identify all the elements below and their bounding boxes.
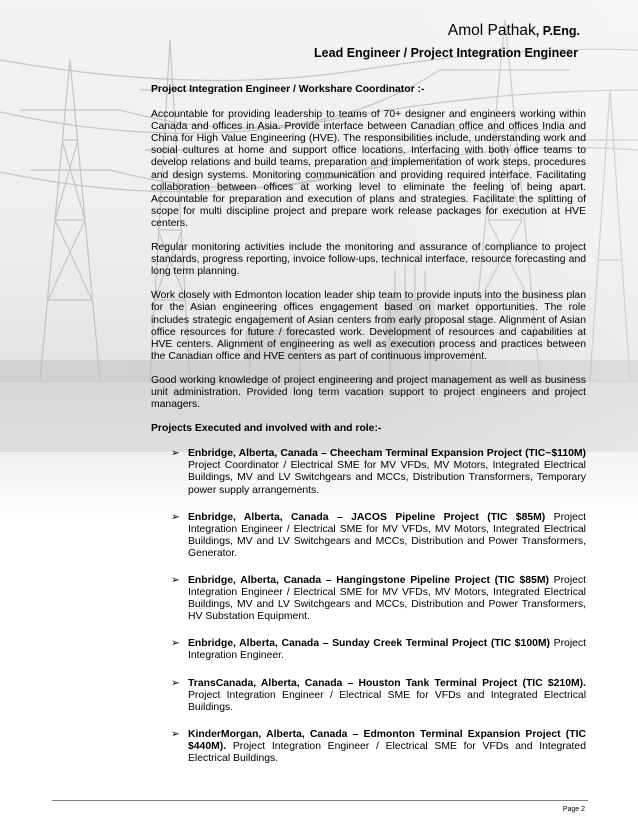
footer-divider	[52, 800, 588, 801]
list-item	[151, 638, 586, 662]
project-description: Project Integration Engineer.	[188, 638, 586, 662]
author-name	[448, 22, 580, 40]
author-role: Lead Engineer / Project Integration Engineer	[314, 46, 578, 60]
arrow-bullet-icon: ➢	[171, 637, 180, 650]
list-item	[151, 448, 586, 496]
project-title: Enbridge, Alberta, Canada – Cheecham Terminal Expansion Project (TIC~$110M)	[188, 448, 586, 460]
section-heading-coordinator: Project Integration Engineer / Workshare Coordinator :-	[151, 84, 425, 95]
project-description: Project Integration Engineer / Electrical SME for VFDs and Integrated Electrical Buildings.	[188, 740, 586, 765]
list-item	[151, 575, 586, 623]
section-heading-projects: Projects Executed and involved with and role:-	[151, 423, 382, 435]
project-description: Project Coordinator / Electrical SME for MV VFDs, MV Motors, Integrated Electrical Buildings, MV and LV Switchgears and MCCs, Distribution Transformers, Temporary power supply arrangements.	[188, 460, 586, 496]
arrow-bullet-icon: ➢	[171, 447, 180, 460]
project-description: Project Integration Engineer / Electrical SME for MV VFDs, MV Motors, Integrated Electrical Buildings, MV and LV Switchgears and MCCs, Distribution and Power Transformers, HV Substation Equipment.	[188, 575, 586, 623]
paragraph: Accountable for providing leadership to teams of 70+ designer and engineers working within Canada and offices in Asia. Provide interface between Canadian office and offices India and China for High Value Engineering (HVE). The responsibilities include, understanding work and social cultures at home and support office locations. Interfacing with both office teams to develop relations and build teams, preparation and implementation of work steps, procedures and design systems. Monitoring communication and providing required interface. Facilitating collaboration between offices at working level to eliminate the feeling of being apart. Accountable for preparation and execution of plans and strategies. Facilitate the splitting of scope for multi discipline project and prepare work release packages for execution at HVE centers.	[151, 109, 586, 229]
author-name-text: Amol Pathak	[447, 22, 536, 39]
page-number: Page 2	[562, 806, 585, 813]
project-description: Project Integration Engineer / Electrical SME for VFDs and Integrated Electrical Buildings.	[188, 689, 586, 713]
resume-body	[151, 84, 586, 780]
list-item	[151, 512, 586, 560]
project-title: TransCanada, Alberta, Canada – Houston Tank Terminal Project (TIC $210M).	[188, 677, 586, 689]
project-title: Enbridge, Alberta, Canada – Sunday Creek Terminal Project (TIC $100M)	[188, 638, 550, 650]
paragraph: Good working knowledge of project engineering and project management as well as business unit administration. Provided long term vacation support to project engineers and project managers.	[151, 374, 586, 411]
project-title: Enbridge, Alberta, Canada – Hangingstone Pipeline Project (TIC $85M)	[188, 575, 549, 586]
arrow-bullet-icon: ➢	[171, 727, 180, 740]
paragraph: Regular monitoring activities include the monitoring and assurance of compliance to project standards, progress reporting, invoice follow-ups, technical interface, resource forecasting and long term planning.	[151, 242, 586, 278]
arrow-bullet-icon: ➢	[171, 510, 180, 523]
project-title: KinderMorgan, Alberta, Canada – Edmonton Terminal Expansion Project (TIC $440M).	[188, 728, 586, 752]
arrow-bullet-icon: ➢	[171, 676, 180, 689]
list-item	[151, 729, 586, 765]
project-description: Project Integration Engineer / Electrical SME for MV VFDs, MV Motors, Integrated Electrical Buildings, MV and LV Switchgears and MCCs, Distribution and Power Transformers, Generator.	[188, 511, 587, 559]
project-title: Enbridge, Alberta, Canada – JACOS Pipeline Project (TIC $85M)	[188, 511, 546, 523]
list-item	[151, 678, 586, 714]
project-list	[151, 448, 586, 765]
arrow-bullet-icon: ➢	[171, 574, 180, 586]
author-credential: , P.Eng.	[535, 24, 580, 38]
paragraph: Work closely with Edmonton location leader ship team to provide inputs into the business plan for the Asian engineering offices engagement based on market opportunities. The role includes strategic engagement of Asian centers from early proposal stage. Alignment of Asian office resources for future / forecasted work. Development of resources and capabilities at HVE centers. Alignment of engineering as well as execution process and practices between the Canadian office and HVE centers as part of continuous improvement.	[151, 290, 586, 362]
